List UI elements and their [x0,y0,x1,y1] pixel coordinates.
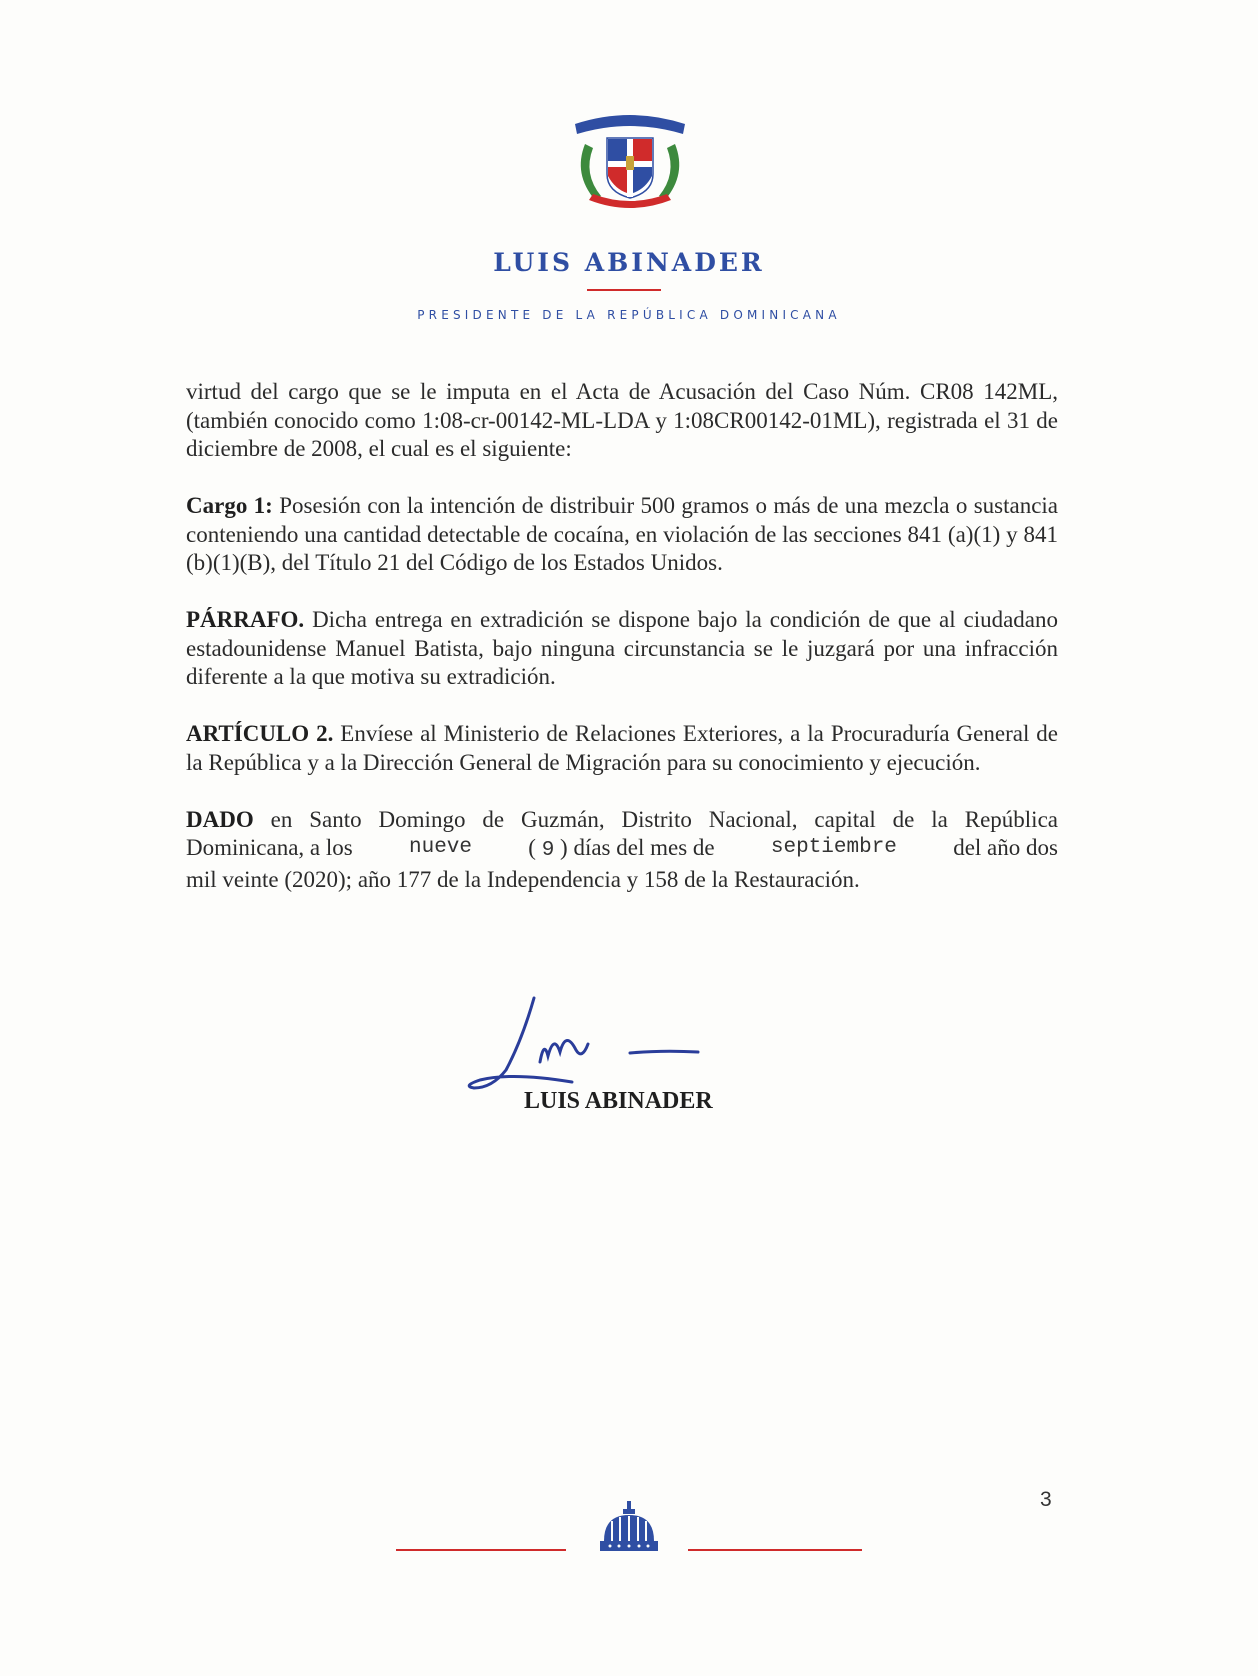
intro-paragraph: virtud del cargo que se le imputa en el Acta de Acusación del Caso Núm. CR08 142ML, (también conocido como 1:08-cr-00142-ML-LDA y 1:08CR00142-01ML), registrada el 31 de diciembre de 2008, el cual es el siguiente: [186,379,1058,461]
articulo-paragraph [186,720,1058,777]
cargo-text: Posesión con la intención de distribuir 500 gramos o más de una mezcla o sustancia conteniendo una cantidad detectable de cocaína, en violación de las secciones 841 (a)(1) y 841 (b)(1)(B), del Título 21 del Código de los Estados Unidos. [186,493,1058,575]
dado-line-2 [186,834,1058,866]
day-word-field: nueve [408,836,472,859]
articulo-text: Envíese al Ministerio de Relaciones Exteriores, a la Procuraduría General de la República y a la Dirección General de Migración para su conocimiento y ejecución. [186,721,1059,775]
dado-part-b: del año dos [953,835,1058,860]
articulo-label: ARTÍCULO 2. [186,721,334,746]
cargo-paragraph [186,492,1058,578]
day-close-text: ) días del mes de [554,835,715,860]
capitol-dome-icon [596,1499,662,1555]
dado-label: DADO [186,806,254,832]
title-divider [587,289,661,291]
dado-line1-text: en Santo Domingo de Guzmán, Distrito Nacional, capital de la República [253,806,1058,832]
parrafo-text: Dicha entrega en extradición se dispone bajo la condición de que al ciudadano estadounidense Manuel Batista, bajo ninguna circunstancia se le juzgará por una infracción diferente a la que motiva su extradición. [186,607,1058,689]
dado-paragraph [186,806,1058,895]
parrafo-label: PÁRRAFO. [186,607,305,632]
footer-rule-left [396,1549,566,1551]
signer-name: LUIS ABINADER [524,1088,713,1114]
coat-of-arms-seal [555,104,705,216]
parrafo-paragraph [186,606,1058,692]
day-open-paren: ( [528,835,542,860]
footer-rule-right [688,1549,862,1551]
document-body [186,378,1058,923]
president-title-subheading: PRESIDENTE DE LA REPÚBLICA DOMINICANA [417,308,841,322]
day-number-field: 9 [541,839,555,862]
dado-line-3: mil veinte (2020); año 177 de la Independencia y 158 de la Restauración. [186,866,860,892]
month-field: septiembre [770,836,897,859]
president-name-heading: LUIS ABINADER [493,248,765,277]
page-number: 3 [1040,1488,1052,1511]
day-number-group [528,834,714,866]
dado-line-1 [186,806,1058,835]
cargo-label: Cargo 1: [186,493,273,518]
dado-part-a: Dominicana, a los [186,835,353,860]
